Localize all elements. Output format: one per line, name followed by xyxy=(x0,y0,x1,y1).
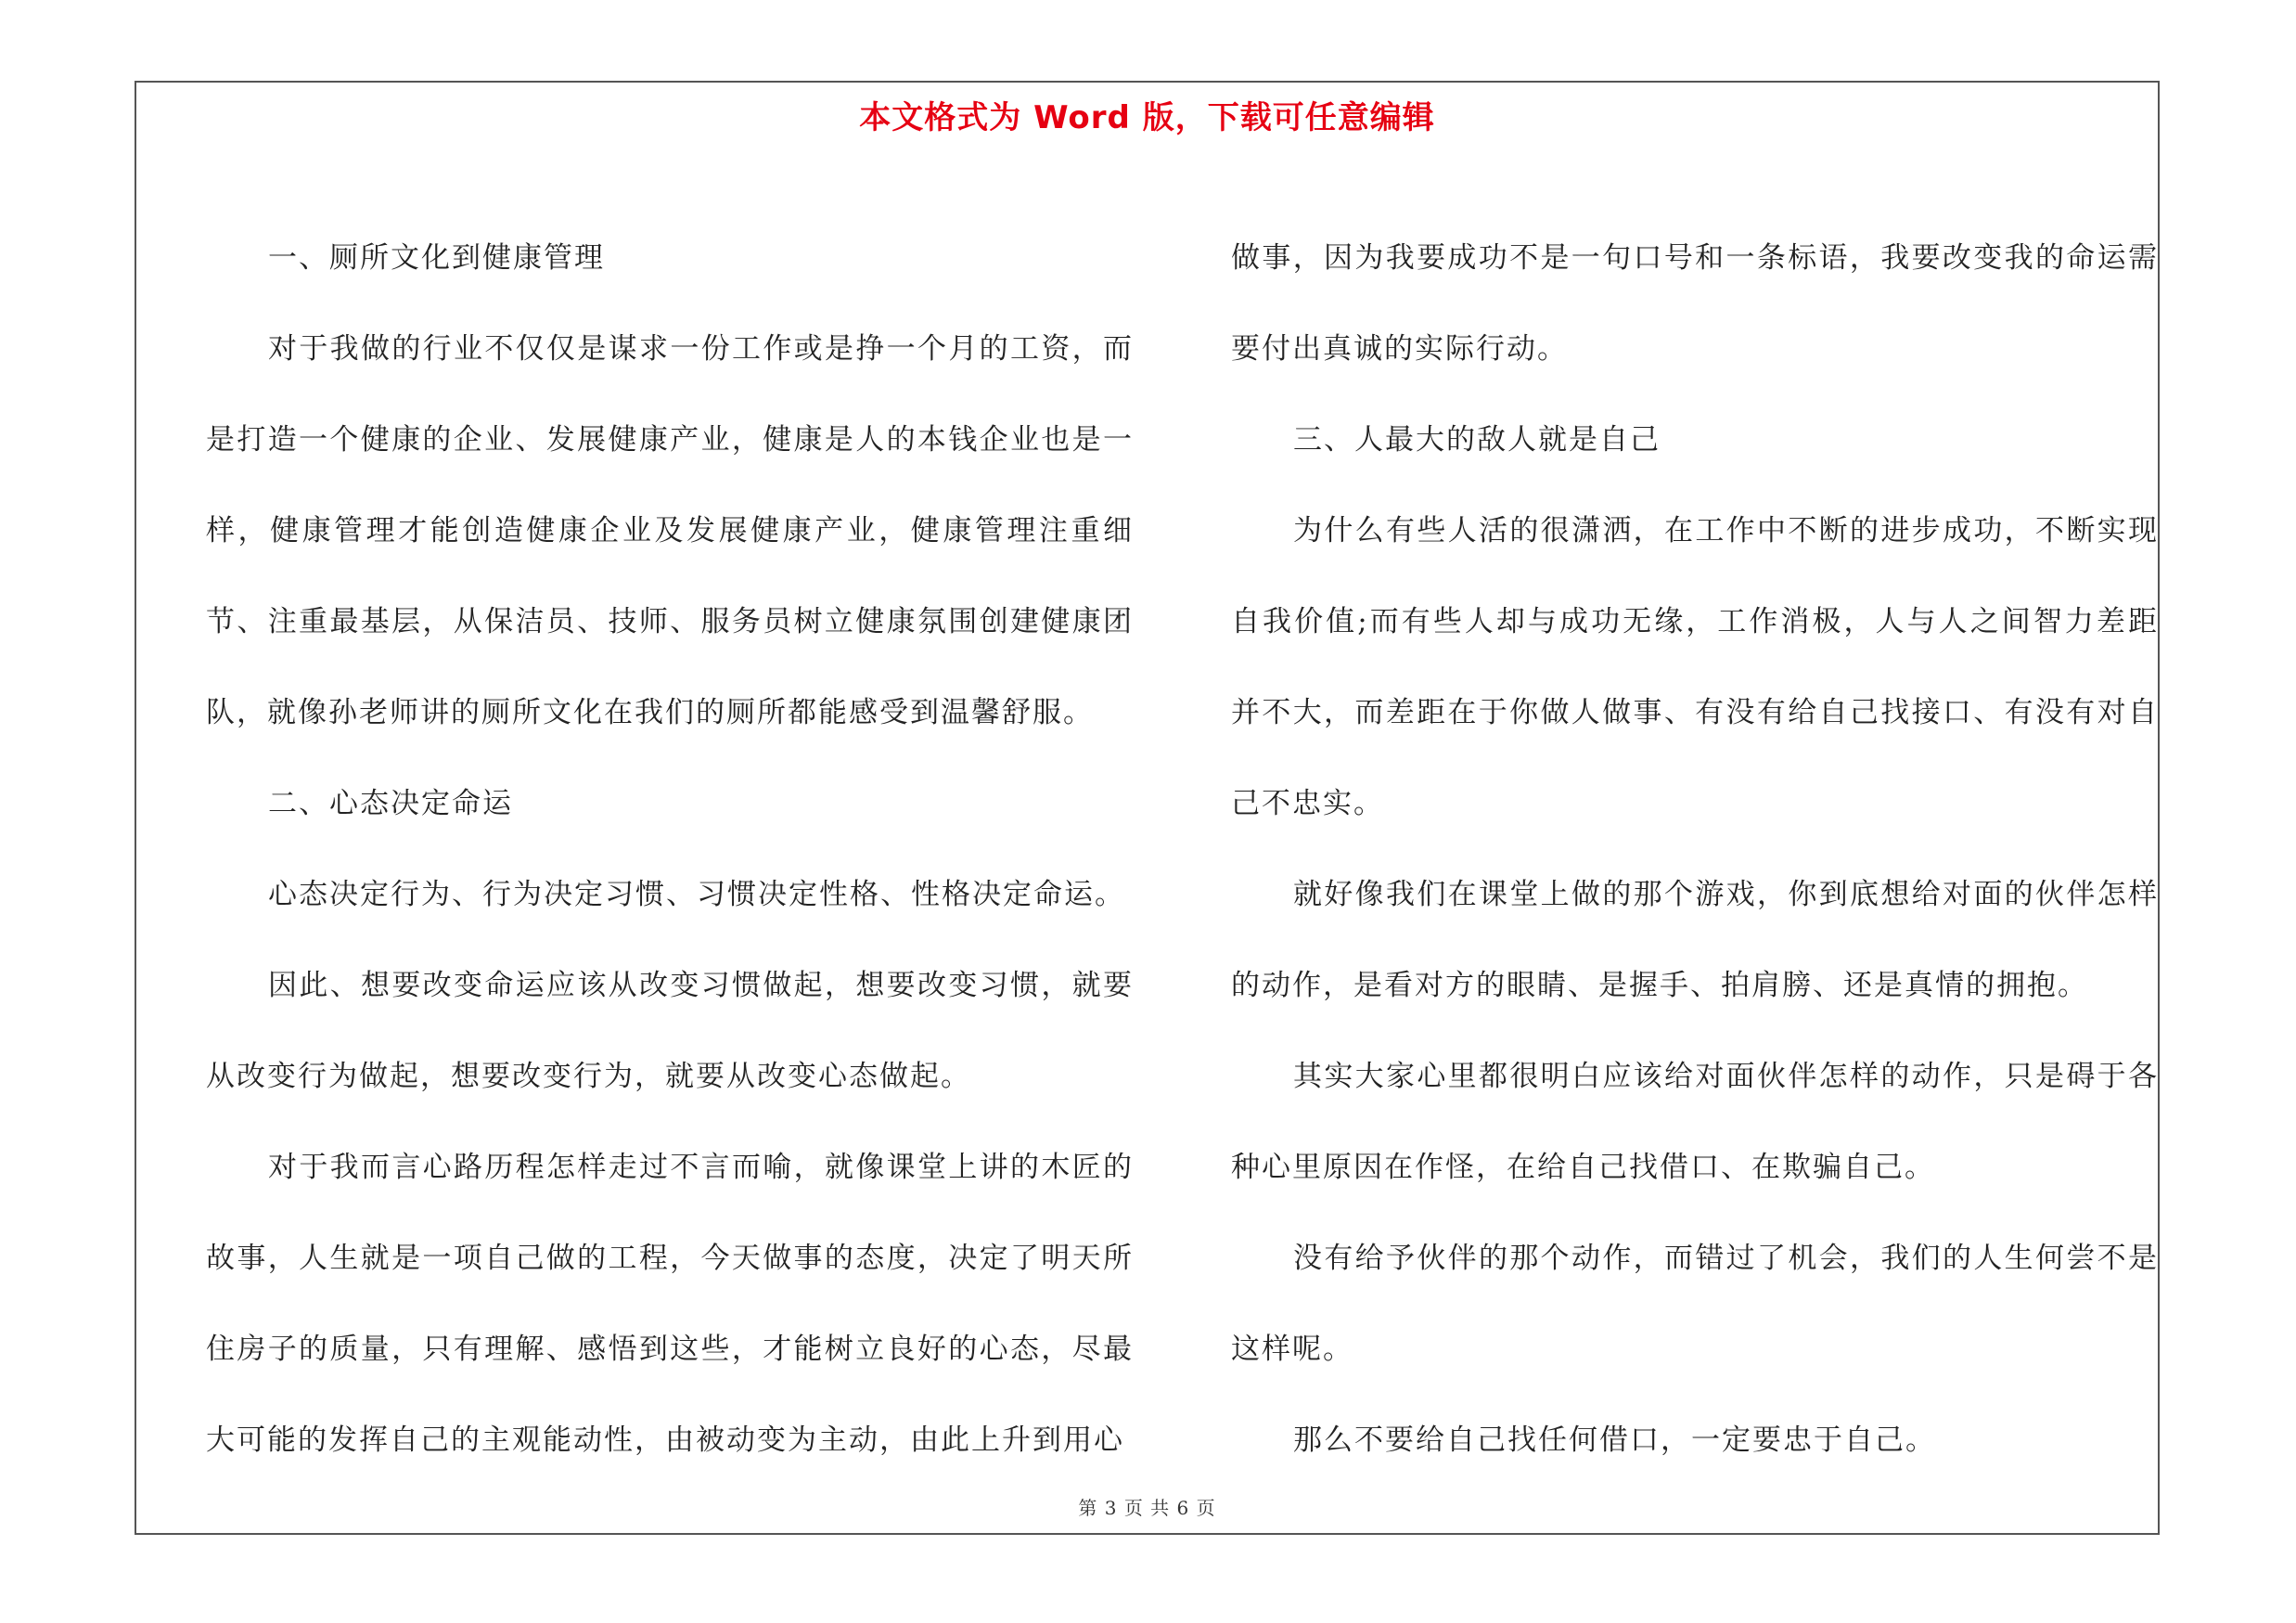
page-frame xyxy=(135,81,2160,1535)
left-column xyxy=(206,213,1134,1486)
paragraph: 因此、想要改变命运应该从改变习惯做起，想要改变习惯，就要从改变行为做起，想要改变行为，就要从改变心态做起。 xyxy=(206,969,1134,1093)
section-heading-3: 三、人最大的敌人就是自己 xyxy=(1293,423,1661,457)
word-format-banner: 本文格式为 Word 版，下载可任意编辑 xyxy=(859,99,1435,136)
paragraph: 对于我而言心路历程怎样走过不言而喻，就像课堂上讲的木匠的故事，人生就是一项自己做的工程，今天做事的态度，决定了明天所住房子的质量，只有理解、感悟到这些，才能树立良好的心态，尽最大可能的发挥自己的主观能动性，由被动变为主动，由此上升到用心 xyxy=(206,1151,1134,1457)
right-column xyxy=(1231,213,2159,1486)
paragraph-continuation: 做事，因为我要成功不是一句口号和一条标语，我要改变我的命运需要付出真诚的实际行动。 xyxy=(1231,241,2159,366)
paragraph: 就好像我们在课堂上做的那个游戏，你到底想给对面的伙伴怎样的动作，是看对方的眼睛、是握手、拍肩膀、还是真情的拥抱。 xyxy=(1231,878,2159,1002)
paragraph: 没有给予伙伴的那个动作，而错过了机会，我们的人生何尝不是这样呢。 xyxy=(1231,1242,2159,1366)
paragraph: 心态决定行为、行为决定习惯、习惯决定性格、性格决定命运。 xyxy=(268,878,1125,911)
section-heading-1: 一、厕所文化到健康管理 xyxy=(268,241,605,275)
paragraph: 其实大家心里都很明白应该给对面伙伴怎样的动作，只是碍于各种心里原因在作怪，在给自己找借口、在欺骗自己。 xyxy=(1231,1060,2159,1184)
paragraph: 对于我做的行业不仅仅是谋求一份工作或是挣一个月的工资，而是打造一个健康的企业、发展健康产业，健康是人的本钱企业也是一样，健康管理才能创造健康企业及发展健康产业，健康管理注重细节、注重最基层，从保洁员、技师、服务员树立健康氛围创建健康团队，就像孙老师讲的厕所文化在我们的厕所都能感受到温馨舒服。 xyxy=(206,332,1134,729)
paragraph: 那么不要给自己找任何借口，一定要忠于自己。 xyxy=(1293,1423,1936,1457)
page-number-footer: 第 3 页 共 6 页 xyxy=(1078,1497,1216,1519)
paragraph: 为什么有些人活的很潇洒，在工作中不断的进步成功，不断实现自我价值;而有些人却与成功无缘，工作消极，人与人之间智力差距并不大，而差距在于你做人做事、有没有给自己找接口、有没有对自己不忠实。 xyxy=(1231,514,2159,820)
section-heading-2: 二、心态决定命运 xyxy=(268,787,513,820)
